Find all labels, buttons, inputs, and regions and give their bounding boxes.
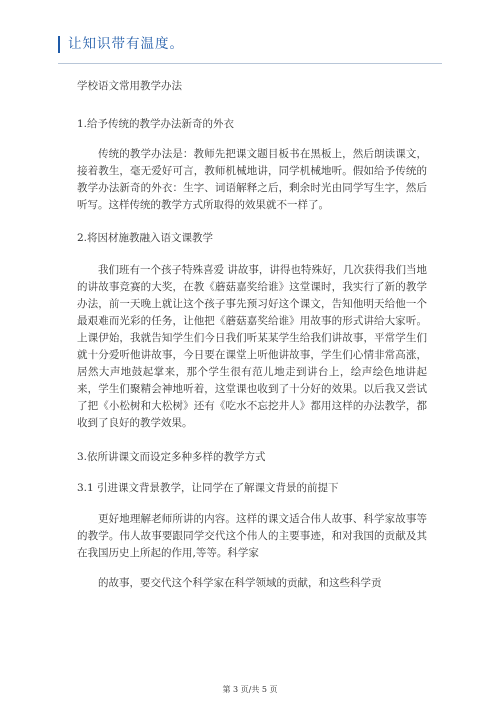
section-3-paragraph-continued: 的故事，要交代这个科学家在科学领域的贡献，和这些科学贡 [98,577,382,589]
header-divider [58,63,442,64]
document-body [77,78,427,592]
section-2-paragraph: 我们班有一个孩子特殊喜爱 讲故事，讲得也特殊好，几次获得我们当地的讲故事竞赛的大奖，在教《蘑菇嘉奖给谁》这堂课时，我实行了新的教学办法，前一天晚上就让这个孩子事先预习好这个课文，告知他明天给他一个最艰难而光彩的任务，让他把《蘑菇嘉奖给谁》用故事的形式讲给大家听。上课伊始，我就告知学生们今日我们听某某学生给我们讲故事，平常学生们就十分爱听他讲故事，今日要在课堂上听他讲故事，学生们心情非常高涨，居然大声地鼓起掌来，那个学生很有范儿地走到讲台上，绘声绘色地讲起来，学生们聚精会神地听着，这堂课也收到了十分好的效果。以后我又尝试了把《小松树和大松树》还有《吃水不忘挖井人》都用这样的办法教学，都收到了良好的教学效果。 [77,264,427,429]
section-3-paragraph: 更好地理解老师所讲的内容。这样的课文适合伟人故事、科学家故事等的教学。伟人故事要跟同学交代这个伟人的主要事迹，和对我国的贡献及其在我国历史上所起的作用,等等。科学家 [77,513,427,559]
section-1-paragraph: 传统的教学办法是：教师先把课文题目板书在黑板上，然后朗读课文，接着教生，毫无爱好可言，教师机械地讲，同学机械地听。假如给予传统的教学办法新奇的外衣：生字、词语解释之后，剩余时光由同学写生字，然后听写。这样传统的教学方式所取得的效果就不一样了。 [77,148,427,211]
document-title: 学校语文常用教学办法 [77,80,182,92]
section-2-heading: 2.将因材施教融入语文课教学 [77,232,214,244]
header [58,34,458,56]
page-number: 第 3 页/共 5 页 [222,685,278,694]
section-3-heading: 3.依所讲课文而设定多种多样的教学方式 [77,451,266,463]
header-slogan: 让知识带有温度。 [68,36,184,52]
section-3-1-subheading: 3.1 引进课文背景教学，让同学在了解课文背景的前提下 [77,482,339,494]
section-1-heading: 1.给予传统的教学办法新奇的外衣 [77,118,235,130]
header-accent-bar [58,36,60,53]
